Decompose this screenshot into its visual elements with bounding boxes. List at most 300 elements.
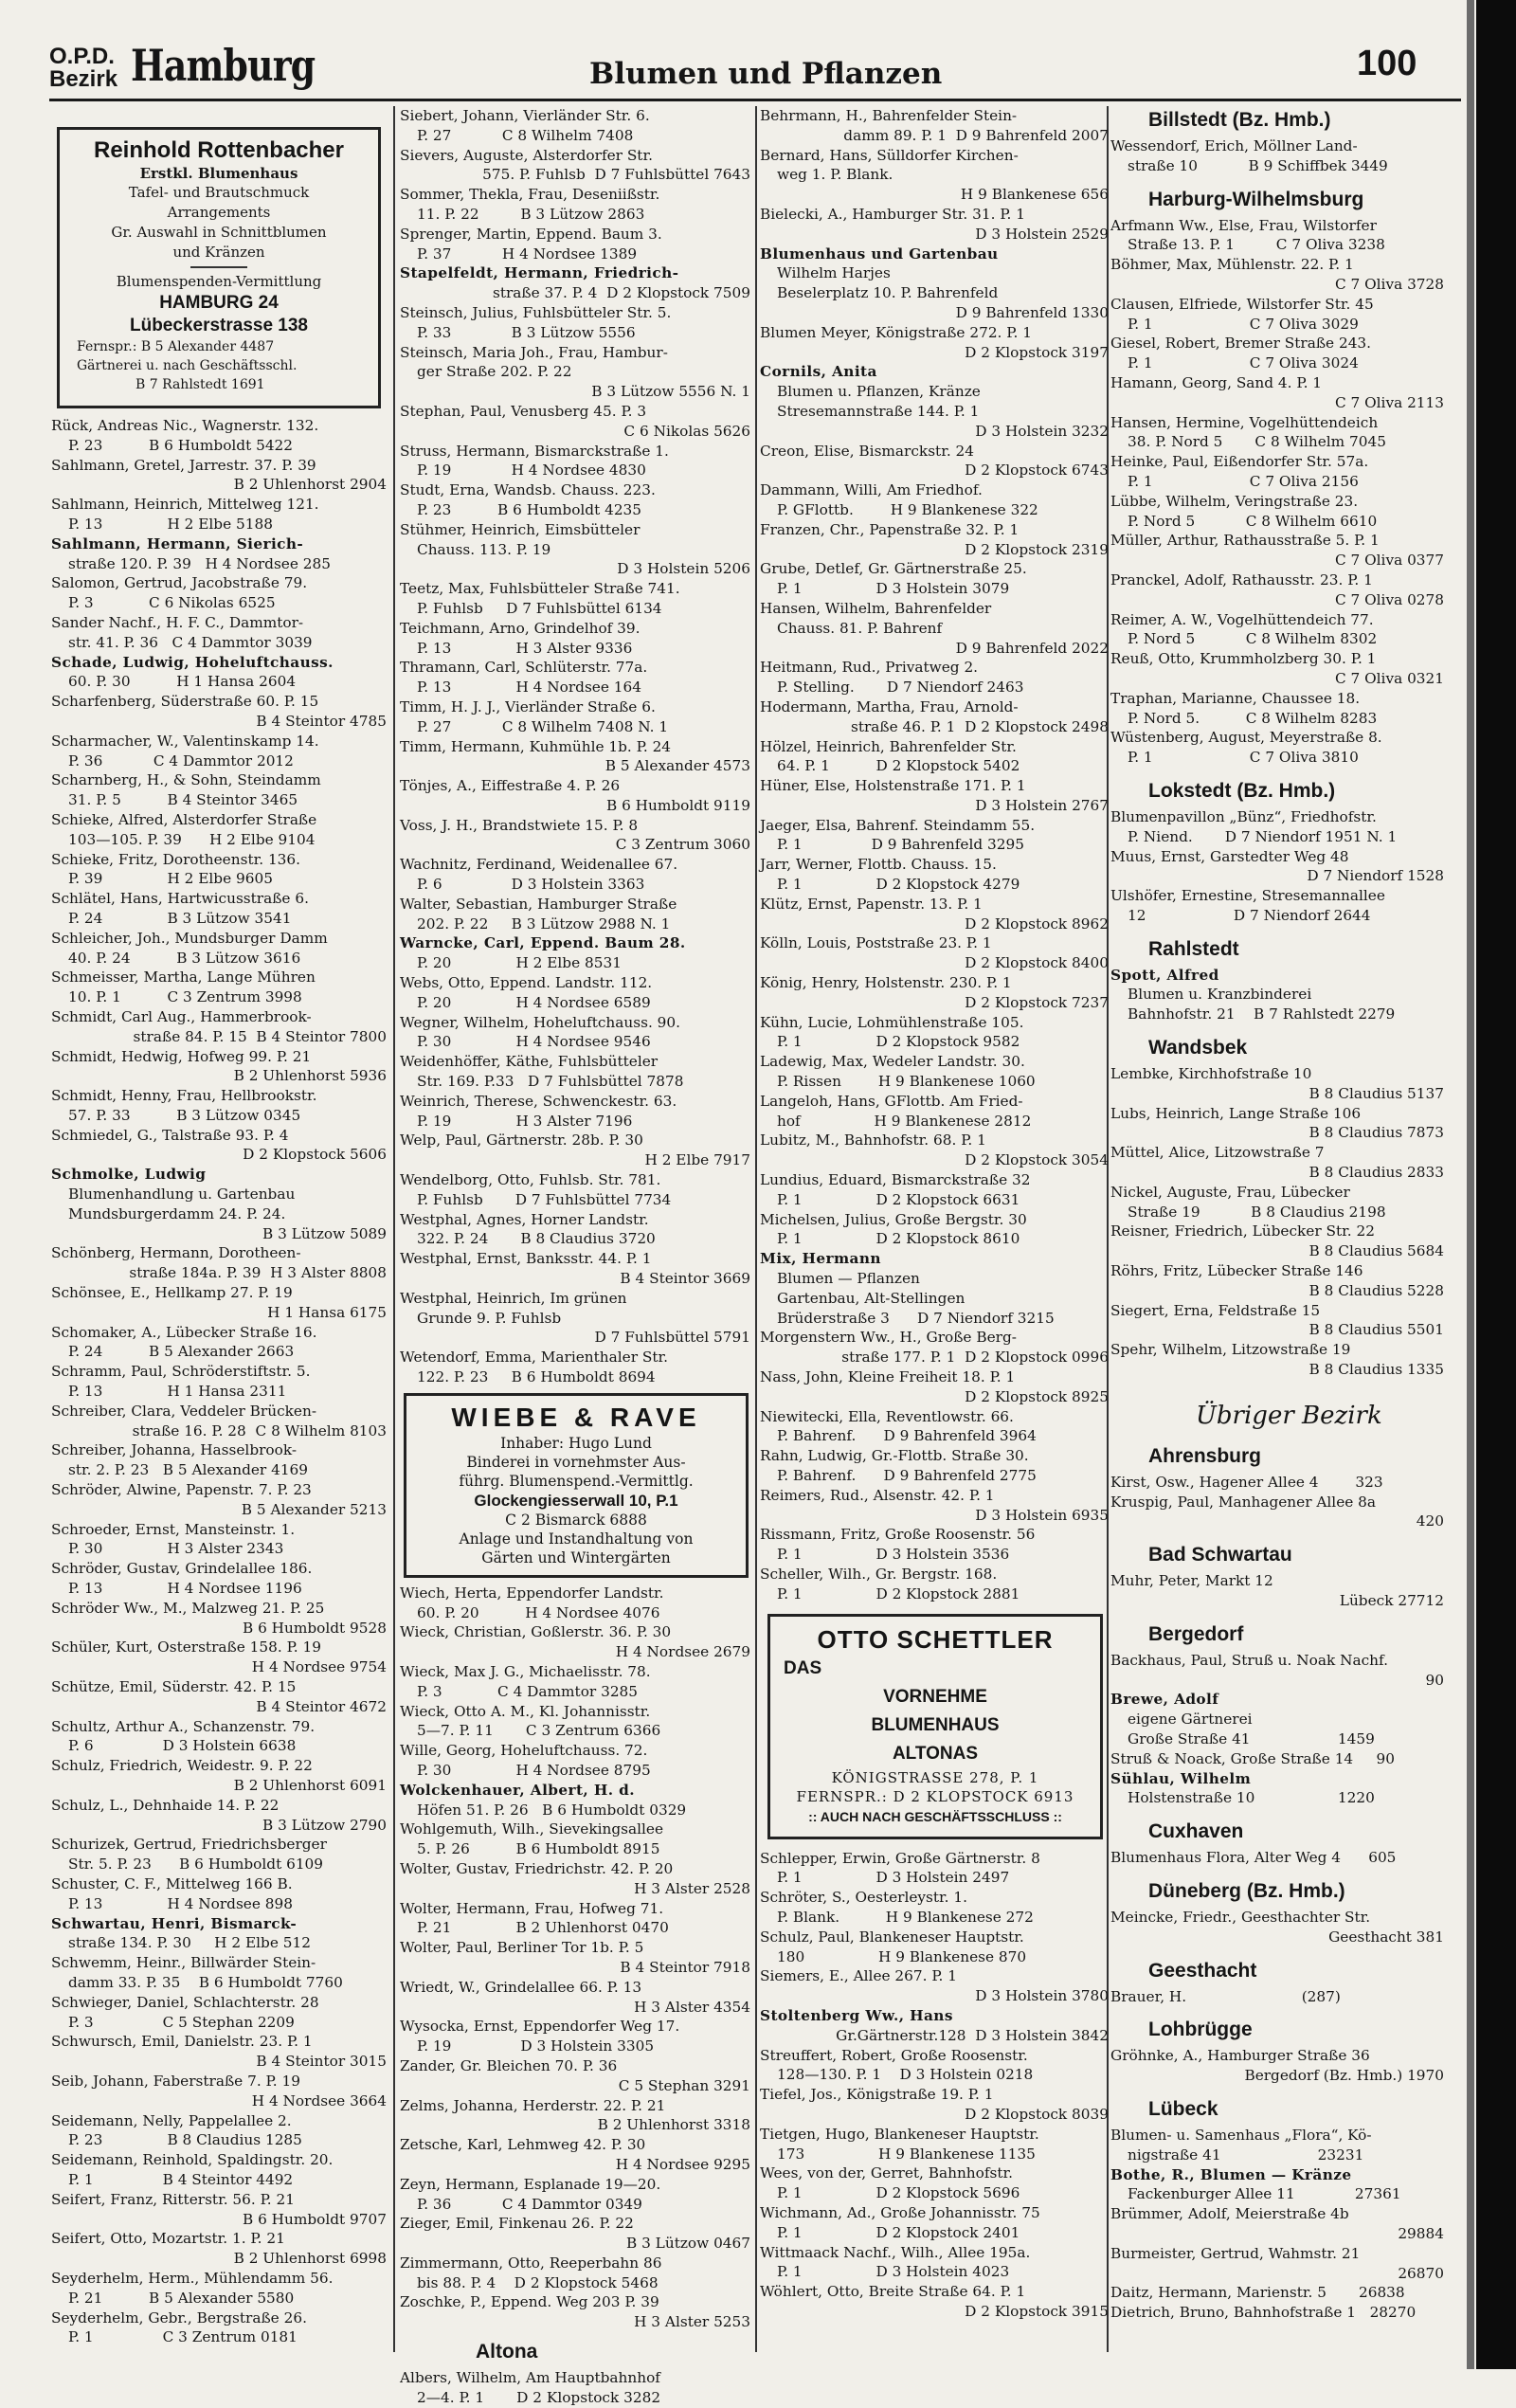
listing-name: Sommer, Thekla, Frau, Deseniißstr. bbox=[400, 186, 660, 204]
listing-entry bbox=[1110, 2303, 1446, 2323]
listing-name: Gröhnke, A., Hamburger Straße 36 bbox=[1110, 2047, 1370, 2065]
listing-detail: 11. P. 22 B 3 Lützow 2863 bbox=[417, 205, 645, 223]
column-divider bbox=[755, 106, 757, 2352]
listing-detail: H 4 Nordsee 9295 bbox=[615, 2155, 750, 2173]
listing-entry bbox=[760, 737, 1110, 777]
listing-detail: P. 1 D 9 Bahrenfeld 3295 bbox=[777, 836, 1024, 854]
listing-entry bbox=[1110, 1261, 1446, 1301]
advert-divider bbox=[190, 266, 247, 268]
listing-entry bbox=[400, 895, 752, 934]
listing-detail: 420 bbox=[1416, 1512, 1444, 1530]
listing-detail: B 3 Lützow 5556 N. 1 bbox=[591, 383, 750, 401]
listing-name: Schröter, S., Oesterleystr. 1. bbox=[760, 1889, 967, 1907]
listing-entry bbox=[51, 1007, 388, 1047]
listing-detail: P. 23 B 6 Humboldt 4235 bbox=[417, 500, 642, 518]
listing-entry bbox=[51, 2190, 388, 2230]
listing-detail: P. 13 H 1 Hansa 2311 bbox=[68, 1383, 287, 1401]
listing-name: Schmidt, Carl Aug., Hammerbrook- bbox=[51, 1007, 312, 1025]
listing-detail: P. 1 C 7 Oliva 3810 bbox=[1128, 749, 1359, 767]
listing-list bbox=[1110, 2046, 1446, 2086]
listing-name: Stapelfeldt, Hermann, Friedrich- bbox=[400, 264, 679, 282]
listing-name: Morgenstern Ww., H., Große Berg- bbox=[760, 1329, 1017, 1347]
listing-entry bbox=[400, 1131, 752, 1170]
listing-name: Traphan, Marianne, Chaussee 18. bbox=[1110, 689, 1361, 707]
listing-entry bbox=[400, 1170, 752, 1210]
listing-detail: P. 13 H 2 Elbe 5188 bbox=[68, 515, 273, 533]
listing-entry bbox=[400, 1781, 752, 1820]
listing-detail: Bergedorf (Bz. Hmb.) 1970 bbox=[1244, 2067, 1444, 2085]
listing-detail: D 2 Klopstock 2319 bbox=[965, 540, 1109, 558]
listing-name: Seidemann, Nelly, Pappelallee 2. bbox=[51, 2111, 292, 2129]
advert-line: Gärten und Wintergärten bbox=[481, 1548, 671, 1566]
listing-entry bbox=[51, 2229, 388, 2269]
listing-name: Dietrich, Bruno, Bahnhofstraße 1 28270 bbox=[1110, 2304, 1417, 2322]
listing-name: Muhr, Peter, Markt 12 bbox=[1110, 1572, 1273, 1590]
listing-name: Timm, Hermann, Kuhmühle 1b. P. 24 bbox=[400, 737, 672, 755]
listing-detail: B 4 Steintor 3669 bbox=[620, 1270, 750, 1288]
listing-detail: straße 134. P. 30 H 2 Elbe 512 bbox=[68, 1934, 311, 1952]
listing-detail: P. 30 H 4 Nordsee 9546 bbox=[417, 1033, 651, 1051]
listing-detail: bis 88. P. 4 D 2 Klopstock 5468 bbox=[417, 2273, 659, 2291]
listing-detail: P. 27 C 8 Wilhelm 7408 N. 1 bbox=[417, 717, 669, 735]
listing-entry bbox=[400, 1859, 752, 1899]
listing-name: Michelsen, Julius, Große Bergstr. 30 bbox=[760, 1210, 1027, 1228]
listing-detail: 12 D 7 Niendorf 2644 bbox=[1128, 906, 1371, 924]
listing-name: Tietgen, Hugo, Blankeneser Hauptstr. bbox=[760, 2125, 1039, 2143]
listing-detail: B 5 Alexander 4573 bbox=[605, 757, 750, 775]
listing-name: Schmeisser, Martha, Lange Mühren bbox=[51, 969, 316, 987]
listing-name: Scharfenberg, Süderstraße 60. P. 15 bbox=[51, 693, 319, 711]
listing-entry bbox=[51, 1402, 388, 1441]
listing-entry bbox=[400, 1622, 752, 1662]
listing-detail: H 4 Nordsee 2679 bbox=[615, 1643, 750, 1661]
listing-name: Schütze, Emil, Süderstr. 42. P. 15 bbox=[51, 1678, 297, 1695]
listing-name: Schleicher, Joh., Mundsburger Damm bbox=[51, 929, 328, 947]
listing-detail: B 3 Lützow 2790 bbox=[262, 1816, 387, 1834]
listing-detail: B 8 Claudius 5501 bbox=[1308, 1321, 1444, 1339]
listing-detail: B 4 Steintor 7918 bbox=[620, 1958, 750, 1976]
listing-list bbox=[1110, 1064, 1446, 1380]
listing-detail: Gartenbau, Alt-Stellingen bbox=[777, 1289, 966, 1307]
listing-entry bbox=[400, 106, 752, 146]
listing-entry bbox=[1110, 1183, 1446, 1222]
listing-entry bbox=[1110, 649, 1446, 689]
listing-name: Clausen, Elfriede, Wilstorfer Str. 45 bbox=[1110, 295, 1374, 313]
listing-entry bbox=[400, 1702, 752, 1742]
listing-name: Wille, Georg, Hoheluftchauss. 72. bbox=[400, 1742, 648, 1760]
listing-name: Dammann, Willi, Am Friedhof. bbox=[760, 481, 983, 499]
advert-service: Blumenspenden-Vermittlung bbox=[116, 273, 322, 290]
listing-entry bbox=[760, 1486, 1110, 1526]
listing-name: Schlepper, Erwin, Große Gärtnerstr. 8 bbox=[760, 1849, 1040, 1867]
listing-detail: C 7 Oliva 0377 bbox=[1334, 552, 1444, 570]
listing-name: Wees, von der, Gerret, Bahnhofstr. bbox=[760, 2164, 1014, 2182]
listing-entry bbox=[51, 1165, 388, 1243]
listing-name: Spott, Alfred bbox=[1110, 966, 1219, 984]
listing-detail: H 1 Hansa 6175 bbox=[267, 1303, 387, 1321]
listing-name: Wetendorf, Emma, Marienthaler Str. bbox=[400, 1349, 669, 1367]
listing-entry bbox=[51, 810, 388, 850]
listing-detail: P. 24 B 5 Alexander 2663 bbox=[68, 1343, 295, 1361]
listing-entry bbox=[51, 495, 388, 534]
listing-detail: D 3 Holstein 5206 bbox=[617, 560, 750, 578]
listing-name: Röhrs, Fritz, Lübecker Straße 146 bbox=[1110, 1262, 1363, 1280]
section-heading: Bad Schwartau bbox=[1148, 1544, 1292, 1566]
listing-name: Westphal, Agnes, Horner Landstr. bbox=[400, 1210, 649, 1228]
listing-name: Meincke, Friedr., Geesthachter Str. bbox=[1110, 1908, 1371, 1926]
listing-name: Giesel, Robert, Bremer Straße 243. bbox=[1110, 335, 1372, 353]
listing-detail: D 3 Holstein 3232 bbox=[975, 422, 1109, 440]
listing-name: Brauer, H. (287) bbox=[1110, 1987, 1341, 2005]
listing-entry bbox=[760, 1888, 1110, 1928]
listing-detail: damm 89. P. 1 D 9 Bahrenfeld 2007 bbox=[843, 126, 1109, 144]
listing-detail: D 2 Klopstock 5606 bbox=[243, 1146, 387, 1164]
listing-entry bbox=[51, 1874, 388, 1914]
listing-detail: str. 2. P. 23 B 5 Alexander 4169 bbox=[68, 1461, 309, 1479]
listing-entry bbox=[400, 303, 752, 343]
listing-detail: H 4 Nordsee 3664 bbox=[251, 2091, 387, 2109]
listing-name: Teetz, Max, Fuhlsbütteler Straße 741. bbox=[400, 580, 680, 598]
listing-detail: P. 24 B 3 Lützow 3541 bbox=[68, 909, 292, 927]
listing-entry bbox=[1110, 1064, 1446, 1104]
listing-entry bbox=[400, 225, 752, 264]
listing-entry bbox=[1110, 452, 1446, 492]
listing-detail: P. 19 D 3 Holstein 3305 bbox=[417, 2037, 655, 2055]
advert-street: KÖNIGSTRASSE 278, P. 1 bbox=[831, 1768, 1039, 1786]
listing-name: Pranckel, Adolf, Rathausstr. 23. P. 1 bbox=[1110, 570, 1373, 588]
listing-detail: straße 16. P. 28 C 8 Wilhelm 8103 bbox=[132, 1421, 387, 1439]
listing-detail: P. 1 D 3 Holstein 3079 bbox=[777, 580, 1010, 598]
listing-entry bbox=[400, 1978, 752, 2018]
listing-detail: 128—130. P. 1 D 3 Holstein 0218 bbox=[777, 2066, 1034, 2084]
column-4 bbox=[1110, 106, 1446, 2352]
listing-detail: 60. P. 30 H 1 Hansa 2604 bbox=[68, 673, 297, 691]
advert-note: :: AUCH NACH GESCHÄFTSSCHLUSS :: bbox=[808, 1808, 1062, 1824]
listing-name: Hodermann, Martha, Frau, Arnold- bbox=[760, 697, 1019, 715]
listing-entry bbox=[1110, 1987, 1446, 2007]
listing-entry bbox=[51, 2150, 388, 2190]
listing-detail: B 6 Humboldt 9528 bbox=[242, 1619, 387, 1637]
listing-detail: 322. P. 24 B 8 Claudius 3720 bbox=[417, 1230, 656, 1248]
advert-line: DAS bbox=[784, 1657, 822, 1678]
listing-name: Ulshöfer, Ernestine, Stresemannallee bbox=[1110, 887, 1385, 905]
listing-entry bbox=[400, 185, 752, 225]
listing-entry bbox=[51, 1086, 388, 1126]
listing-detail: P. 13 H 3 Alster 9336 bbox=[417, 639, 633, 657]
listing-entry bbox=[51, 1993, 388, 2033]
listing-name: Streuffert, Robert, Große Roosenstr. bbox=[760, 2046, 1028, 2064]
listing-detail: P. 20 H 4 Nordsee 6589 bbox=[417, 993, 651, 1011]
listing-entry bbox=[1110, 2126, 1446, 2165]
listing-name: Böhmer, Max, Mühlenstr. 22. P. 1 bbox=[1110, 256, 1354, 274]
listing-list bbox=[1110, 1651, 1446, 1808]
listing-name: Brewe, Adolf bbox=[1110, 1691, 1219, 1709]
listing-entry bbox=[51, 2072, 388, 2111]
listing-name: Daitz, Hermann, Marienstr. 5 26838 bbox=[1110, 2284, 1405, 2302]
listing-name: Sievers, Auguste, Alsterdorfer Str. bbox=[400, 146, 653, 164]
listing-name: Wriedt, W., Grindelallee 66. P. 13 bbox=[400, 1978, 642, 1996]
listing-name: Stephan, Paul, Venusberg 45. P. 3 bbox=[400, 402, 647, 420]
listing-name: Bothe, R., Blumen — Kränze bbox=[1110, 2165, 1352, 2183]
listing-entry bbox=[760, 2243, 1110, 2283]
listing-entry bbox=[1110, 492, 1446, 532]
listing-entry bbox=[400, 2214, 752, 2254]
listing-detail: Holstenstraße 10 1220 bbox=[1128, 1789, 1375, 1807]
listing-entry bbox=[400, 146, 752, 186]
listing-entry bbox=[400, 1584, 752, 1623]
bezirk-text: Bezirk bbox=[49, 66, 118, 92]
listing-detail: B 5 Alexander 5213 bbox=[241, 1500, 387, 1518]
listing-entry bbox=[400, 1289, 752, 1348]
listing-entry bbox=[400, 1249, 752, 1289]
section-heading: Billstedt (Bz. Hmb.) bbox=[1148, 109, 1331, 131]
listing-name: Langeloh, Hans, GFlottb. Am Fried- bbox=[760, 1092, 1023, 1110]
listing-entry bbox=[400, 402, 752, 442]
listing-name: Reisner, Friedrich, Lübecker Str. 22 bbox=[1110, 1222, 1375, 1240]
listing-detail: P. Fuhlsb D 7 Fuhlsbüttel 6134 bbox=[417, 599, 662, 617]
listing-name: Hamann, Georg, Sand 4. P. 1 bbox=[1110, 373, 1323, 391]
binding-edge bbox=[1467, 0, 1474, 2369]
listing-entry bbox=[400, 520, 752, 579]
listing-detail: P. 21 B 2 Uhlenhorst 0470 bbox=[417, 1919, 669, 1937]
listing-detail: B 2 Uhlenhorst 6091 bbox=[233, 1776, 387, 1794]
listing-name: Salomon, Gertrud, Jacobstraße 79. bbox=[51, 574, 308, 592]
advert-phone: C 2 Bismarck 6888 bbox=[505, 1511, 647, 1529]
listing-detail: B 8 Claudius 5228 bbox=[1308, 1281, 1444, 1299]
listing-detail: B 2 Uhlenhorst 5936 bbox=[233, 1067, 387, 1085]
listing-name: Stühmer, Heinrich, Eimsbütteler bbox=[400, 520, 641, 538]
listing-list bbox=[1110, 136, 1446, 176]
listing-list bbox=[1110, 2126, 1446, 2323]
listing-detail: Wilhelm Harjes bbox=[777, 264, 891, 282]
listing-entry bbox=[400, 1092, 752, 1132]
listing-name: Schulz, Paul, Blankeneser Hauptstr. bbox=[760, 1928, 1024, 1946]
listing-entry bbox=[1110, 1908, 1446, 1947]
listing-entry bbox=[51, 1953, 388, 1993]
listing-detail: D 7 Fuhlsbüttel 5791 bbox=[594, 1329, 750, 1347]
listing-entry bbox=[760, 1131, 1110, 1170]
listing-detail: B 8 Claudius 5684 bbox=[1308, 1242, 1444, 1260]
listing-list bbox=[1110, 1473, 1446, 1531]
listing-name: Stoltenberg Ww., Hans bbox=[760, 2006, 953, 2024]
listing-name: Grube, Detlef, Gr. Gärtnerstraße 25. bbox=[760, 560, 1027, 578]
listing-detail: D 3 Holstein 2529 bbox=[975, 225, 1109, 243]
section-heading: Wandsbek bbox=[1148, 1037, 1248, 1059]
listing-entry bbox=[51, 573, 388, 613]
listing-name: Thramann, Carl, Schlüterstr. 77a. bbox=[400, 659, 648, 677]
section-heading: Rahlstedt bbox=[1148, 937, 1239, 960]
listing-entry bbox=[400, 263, 752, 303]
listing-detail: P. 1 D 2 Klopstock 8610 bbox=[777, 1230, 1020, 1248]
listing-entry bbox=[760, 1525, 1110, 1565]
listing-entry bbox=[51, 2111, 388, 2151]
listing-detail: D 3 Holstein 2767 bbox=[975, 796, 1109, 814]
listing-detail: H 2 Elbe 7917 bbox=[644, 1151, 750, 1169]
listing-detail: 5. P. 26 B 6 Humboldt 8915 bbox=[417, 1840, 660, 1858]
listing-detail: P. 30 H 4 Nordsee 8795 bbox=[417, 1761, 651, 1779]
listing-detail: P. 13 H 4 Nordsee 1196 bbox=[68, 1580, 302, 1598]
listing-detail: D 2 Klopstock 8400 bbox=[965, 954, 1109, 972]
listing-detail: P. 23 B 6 Humboldt 5422 bbox=[68, 436, 294, 454]
listing-entry bbox=[760, 776, 1110, 816]
listing-name: Reimer, A. W., Vogelhüttendeich 77. bbox=[1110, 610, 1374, 628]
page-number: 100 bbox=[1357, 44, 1417, 83]
listing-entry bbox=[760, 323, 1110, 363]
advert-phone: FERNSPR.: D 2 KLOPSTOCK 6913 bbox=[796, 1787, 1074, 1805]
listing-name: Schurizek, Gertrud, Friedrichsberger bbox=[51, 1836, 327, 1854]
page-header bbox=[49, 38, 1442, 104]
listing-name: Wichmann, Ad., Große Johannisstr. 75 bbox=[760, 2203, 1040, 2221]
listing-detail: straße 184a. P. 39 H 3 Alster 8808 bbox=[129, 1264, 387, 1282]
listing-detail: P. 6 D 3 Holstein 6638 bbox=[68, 1737, 297, 1755]
listing-detail: Höfen 51. P. 26 B 6 Humboldt 0329 bbox=[417, 1801, 687, 1819]
listing-entry bbox=[760, 1446, 1110, 1486]
listing-entry bbox=[1110, 886, 1446, 926]
listing-name: Sahlmann, Heinrich, Mittelweg 121. bbox=[51, 496, 319, 514]
listing-detail: Str. 169. P.33 D 7 Fuhlsbüttel 7878 bbox=[417, 1073, 684, 1091]
listing-name: Schröder, Alwine, Papenstr. 7. P. 23 bbox=[51, 1481, 312, 1499]
listing-detail: P. 6 D 3 Holstein 3363 bbox=[417, 876, 645, 894]
listing-detail: C 3 Zentrum 3060 bbox=[615, 836, 750, 854]
listing-detail: B 8 Claudius 1335 bbox=[1308, 1361, 1444, 1379]
listing-entry bbox=[51, 2308, 388, 2348]
listing-detail: ger Straße 202. P. 22 bbox=[417, 363, 572, 381]
listing-detail: Lübeck 27712 bbox=[1339, 1592, 1444, 1610]
listing-entry bbox=[760, 855, 1110, 895]
listing-name: Webs, Otto, Eppend. Landstr. 112. bbox=[400, 974, 653, 992]
listing-entry bbox=[400, 658, 752, 697]
listing-entry bbox=[1110, 373, 1446, 413]
listing-detail: straße 37. P. 4 D 2 Klopstock 7509 bbox=[492, 284, 750, 302]
listing-entry bbox=[400, 1899, 752, 1939]
listing-detail: D 2 Klopstock 7237 bbox=[965, 993, 1109, 1011]
listing-name: Seyderhelm, Gebr., Bergstraße 26. bbox=[51, 2308, 307, 2327]
listing-name: Mix, Hermann bbox=[760, 1250, 881, 1268]
listing-detail: C 7 Oliva 3728 bbox=[1334, 275, 1444, 293]
listing-name: Wüstenberg, August, Meyerstraße 8. bbox=[1110, 729, 1382, 747]
listing-detail: P. 20 H 2 Elbe 8531 bbox=[417, 954, 622, 972]
listing-name: Sahlmann, Gretel, Jarrestr. 37. P. 39 bbox=[51, 456, 316, 474]
listing-name: Seib, Johann, Faberstraße 7. P. 19 bbox=[51, 2072, 300, 2090]
listing-list bbox=[1110, 1848, 1446, 1868]
advert-street: Lübeckerstrasse 138 bbox=[129, 316, 308, 335]
listing-detail: P. 37 H 4 Nordsee 1389 bbox=[417, 244, 638, 263]
listing-name: Scheller, Wilh., Gr. Bergstr. 168. bbox=[760, 1565, 998, 1583]
listing-name: Timm, H. J. J., Vierländer Straße 6. bbox=[400, 697, 656, 715]
listing-detail: D 2 Klopstock 6743 bbox=[965, 462, 1109, 480]
section-heading: Geesthacht bbox=[1148, 1959, 1257, 1982]
listing-entry bbox=[1110, 2165, 1446, 2205]
listing-detail: D 2 Klopstock 8925 bbox=[965, 1387, 1109, 1405]
listing-entry bbox=[1110, 1493, 1446, 1532]
listing-name: Schmidt, Henny, Frau, Hellbrookstr. bbox=[51, 1087, 317, 1105]
listing-name: Cornils, Anita bbox=[760, 363, 877, 381]
listing-name: Spehr, Wilhelm, Litzowstraße 19 bbox=[1110, 1341, 1351, 1359]
column-1 bbox=[51, 106, 388, 2352]
listing-entry bbox=[1110, 807, 1446, 847]
listing-name: Wittmaack Nachf., Wilh., Allee 195a. bbox=[760, 2243, 1031, 2261]
listing-detail: Chauss. 113. P. 19 bbox=[417, 540, 551, 558]
listing-name: Blumen- u. Samenhaus „Flora“, Kö- bbox=[1110, 2126, 1372, 2144]
listing-entry bbox=[760, 599, 1110, 658]
listing-entry bbox=[760, 1170, 1110, 1210]
listing-name: Hölzel, Heinrich, Bahrenfelder Str. bbox=[760, 737, 1017, 755]
listing-entry bbox=[51, 1243, 388, 1283]
listing-entry bbox=[400, 2056, 752, 2096]
listing-entry bbox=[1110, 2244, 1446, 2284]
advert-city: HAMBURG 24 bbox=[159, 293, 279, 313]
advert-line: ALTONAS bbox=[892, 1743, 979, 1764]
listing-detail: Große Straße 41 1459 bbox=[1128, 1730, 1375, 1747]
listing-detail: Chauss. 81. P. Bahrenf bbox=[777, 619, 943, 637]
section-heading: Ahrensburg bbox=[1148, 1444, 1262, 1467]
listing-detail: P. 1 D 2 Klopstock 4279 bbox=[777, 876, 1020, 894]
listing-detail: P. Fuhlsb D 7 Fuhlsbüttel 7734 bbox=[417, 1190, 672, 1208]
listing-detail: str. 41. P. 36 C 4 Dammtor 3039 bbox=[68, 633, 313, 651]
listing-detail: D 2 Klopstock 3197 bbox=[965, 343, 1109, 361]
listing-name: Schwartau, Henri, Bismarck- bbox=[51, 1914, 298, 1932]
listing-detail: Geesthacht 381 bbox=[1328, 1928, 1444, 1946]
listing-name: Blumenpavillon „Bünz“, Friedhofstr. bbox=[1110, 807, 1377, 825]
column-3 bbox=[760, 106, 1110, 2352]
listing-name: Wohlgemuth, Wilh., Sievekingsallee bbox=[400, 1820, 664, 1838]
listing-entry bbox=[760, 1407, 1110, 1447]
listing-detail: B 8 Claudius 7873 bbox=[1308, 1124, 1444, 1142]
listing-name: Blumenhaus Flora, Alter Weg 4 605 bbox=[1110, 1849, 1397, 1867]
listing-entry bbox=[400, 973, 752, 1013]
listing-entry bbox=[1110, 847, 1446, 887]
listing-detail: 2—4. P. 1 D 2 Klopstock 3282 bbox=[417, 2388, 661, 2406]
listing-detail: 31. P. 5 B 4 Steintor 3465 bbox=[68, 791, 298, 809]
listing-detail: C 7 Oliva 0321 bbox=[1334, 669, 1444, 687]
other-district-heading: Übriger Bezirk bbox=[1196, 1401, 1382, 1430]
listing-entry bbox=[760, 1565, 1110, 1604]
listing-entry bbox=[51, 1283, 388, 1323]
listing-detail: D 3 Holstein 6935 bbox=[975, 1506, 1109, 1524]
listing-detail: D 2 Klopstock 8039 bbox=[965, 2105, 1109, 2123]
listing-name: Zander, Gr. Bleichen 70. P. 36 bbox=[400, 2056, 618, 2074]
listing-entry bbox=[400, 1210, 752, 1250]
listing-entry bbox=[1110, 689, 1446, 729]
listing-entry bbox=[51, 2269, 388, 2308]
header-rule bbox=[49, 99, 1461, 101]
listing-name: Kölln, Louis, Poststraße 23. P. 1 bbox=[760, 934, 992, 952]
listing-list bbox=[1110, 966, 1446, 1024]
listing-name: Wiech, Herta, Eppendorfer Landstr. bbox=[400, 1584, 664, 1602]
listing-name: König, Henry, Holstenstr. 230. P. 1 bbox=[760, 974, 1012, 992]
listing-name: Schmiedel, G., Talstraße 93. P. 4 bbox=[51, 1126, 289, 1144]
listing-name: Siemers, E., Allee 267. P. 1 bbox=[760, 1967, 957, 1985]
listing-name: Tönjes, A., Eiffestraße 4. P. 26 bbox=[400, 777, 621, 795]
listing-name: Zelms, Johanna, Herderstr. 22. P. 21 bbox=[400, 2096, 666, 2114]
listing-entry bbox=[400, 776, 752, 816]
listing-detail: Straße 19 B 8 Claudius 2198 bbox=[1128, 1203, 1386, 1221]
listing-detail: D 9 Bahrenfeld 2022 bbox=[955, 639, 1109, 657]
listing-detail: 180 H 9 Blankenese 870 bbox=[777, 1947, 1027, 1965]
listing-detail: straße 177. P. 1 D 2 Klopstock 0996 bbox=[841, 1349, 1109, 1367]
listing-name: Steinsch, Maria Joh., Frau, Hambur- bbox=[400, 343, 668, 361]
listing-name: Westphal, Heinrich, Im grünen bbox=[400, 1289, 627, 1307]
listing-entry bbox=[1110, 1143, 1446, 1183]
listing-entry bbox=[1110, 1769, 1446, 1809]
section-title: Blumen und Pflanzen bbox=[589, 57, 943, 91]
listing-entry bbox=[51, 1717, 388, 1757]
listing-detail: B 8 Claudius 2833 bbox=[1308, 1164, 1444, 1182]
listing-name: Niewitecki, Ella, Reventlowstr. 66. bbox=[760, 1407, 1014, 1425]
listing-name: Kruspig, Paul, Manhagener Allee 8a bbox=[1110, 1493, 1377, 1511]
listing-detail: P. 21 B 5 Alexander 5580 bbox=[68, 2289, 295, 2307]
listing-name: Backhaus, Paul, Struß u. Noak Nachf. bbox=[1110, 1651, 1388, 1669]
